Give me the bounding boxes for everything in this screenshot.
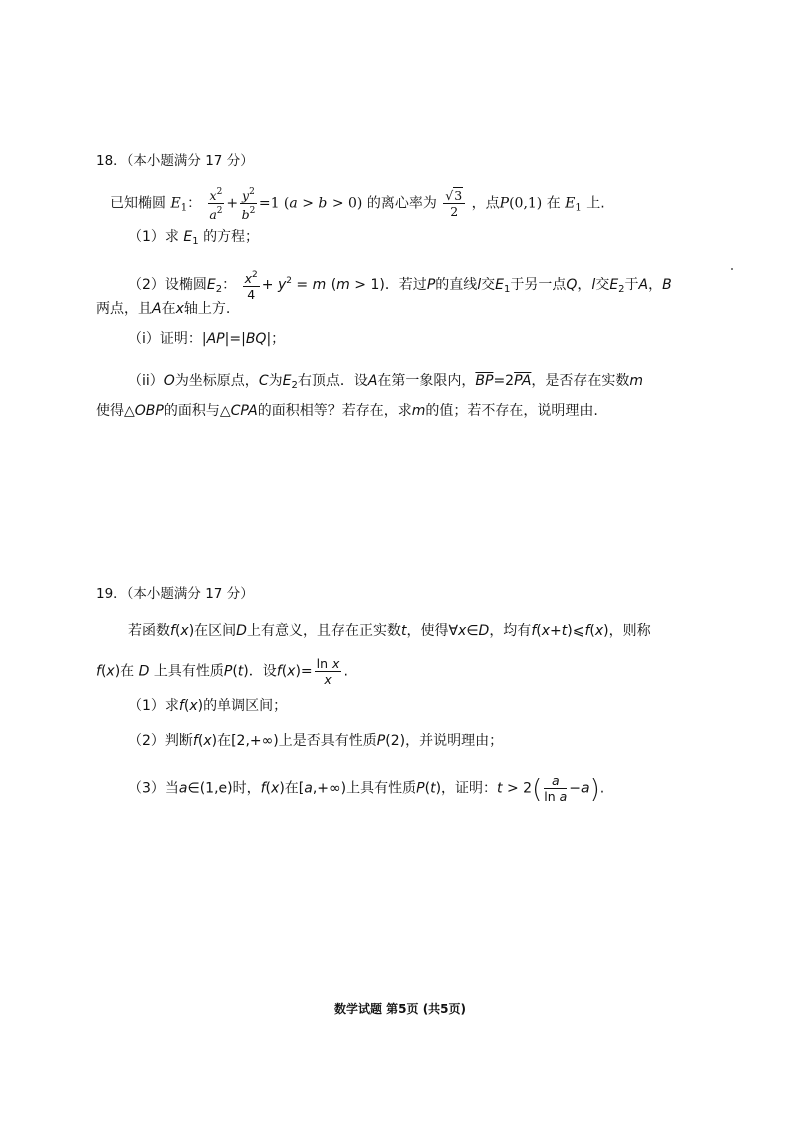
q18-statement: 已知椭圆 $E_1$： $\frac{x^2}{a^2}$ + $\frac{y^2}{b^2}$ =1 (a > b > 0) 的离心率为 $\frac{√3}{2}$ ，点P(0,1) 在 $E_1$ 上. — [110, 187, 605, 222]
q18-part-2-ii: （ii）O为坐标原点，C为$E_2$右顶点．设A在第一象限内，$\overline{BP}=2\overline{PA}$，是否存在实数m — [128, 373, 644, 391]
q18-line-4: 两点，且A在x轴上方. — [96, 301, 231, 317]
q18-part-2: （2）设椭圆$E_2$： $\frac{x^2}{4}$ + $y^2 = m$ (m > 1)．若过P的直线l交$E_1$于另一点Q，l交$E_2$于A，B — [128, 270, 672, 302]
q19-heading: 19．（本小题满分 17 分） — [96, 586, 254, 602]
q18-line-7: 使得△OBP的面积与△CPA的面积相等？若存在，求m的值；若不存在，说明理由. — [96, 403, 598, 419]
q19-statement: 若函数f(x)在区间D上有意义，且存在正实数t，使得∀x∈D，均有f(x+t)⩽f(x)，则称 — [128, 623, 651, 639]
q19-part-3: （3）当a∈(1,e)时，f(x)在[a,+∞)上具有性质P(t)，证明：t > 2( $\frac{a}{\text{ln a}}$ −a). — [128, 773, 605, 805]
scan-speck — [731, 268, 733, 270]
q18-part-1: （1）求 $E_1$ 的方程； — [128, 229, 260, 247]
q18-heading: 18．（本小题满分 17 分） — [96, 153, 254, 169]
q18-part-2-i: （i）证明：|AP|=|BQ|； — [128, 331, 286, 347]
q19-part-2: （2）判断f(x)在[2,+∞)上是否具有性质P(2)，并说明理由； — [128, 733, 504, 749]
page-footer: 数学试题 第5页 (共5页) — [333, 1002, 467, 1016]
q19-part-1: （1）求f(x)的单调区间； — [128, 698, 288, 714]
q19-definition: f(x)在 D 上具有性质P(t)．设f(x)= $\frac{\text{ln x}}{x}$ . — [96, 656, 348, 687]
